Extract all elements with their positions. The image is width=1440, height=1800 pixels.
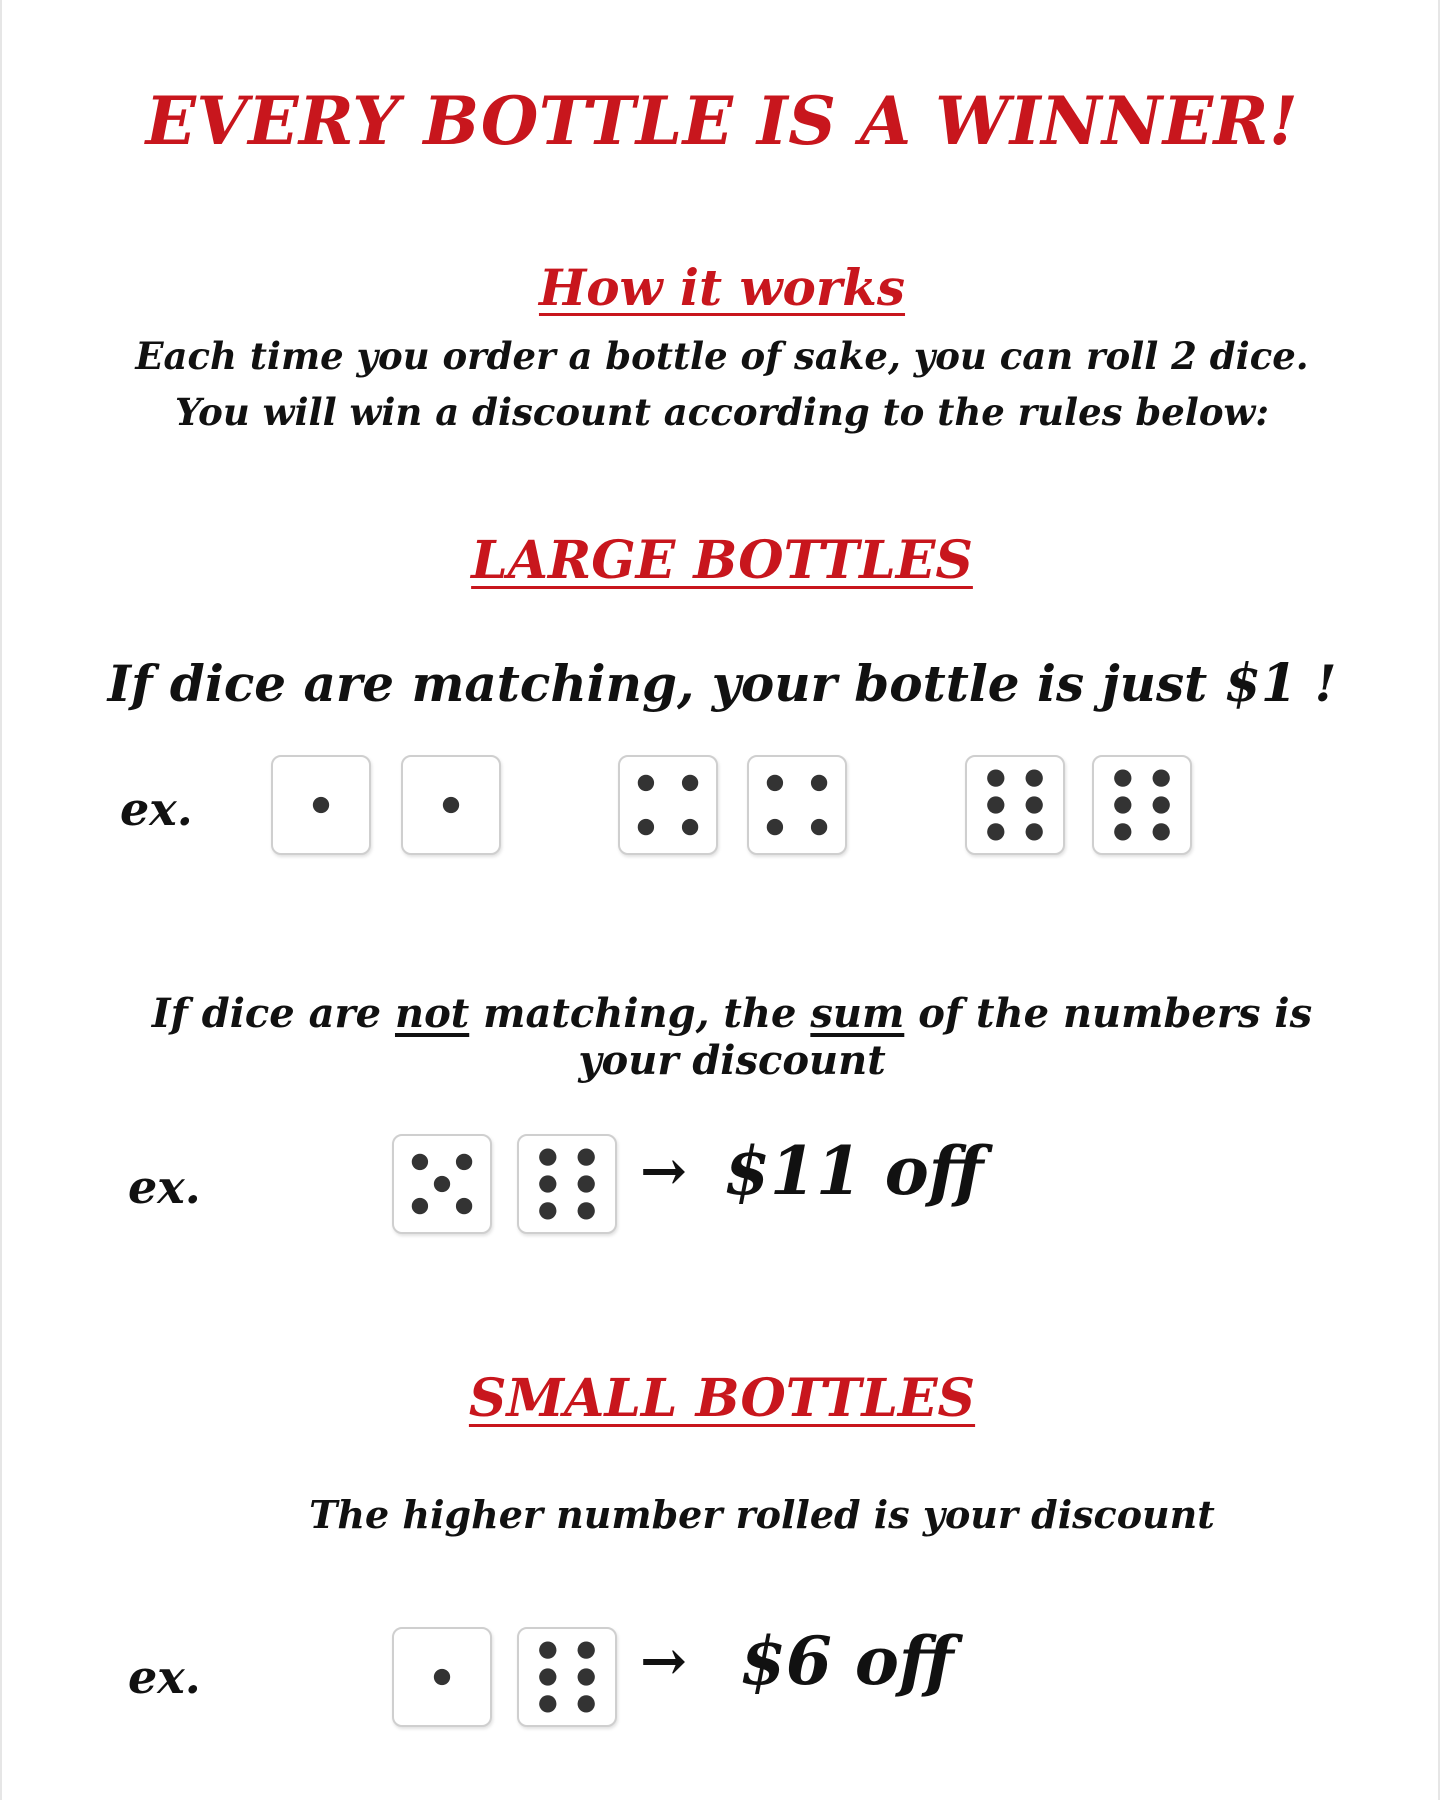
die-face <box>394 1136 490 1232</box>
die-face <box>403 757 499 853</box>
die-pip <box>456 1198 472 1214</box>
matching-rule-end: ! <box>1297 654 1337 713</box>
not-matching-word-sum: sum <box>810 990 905 1037</box>
die-pip <box>539 1641 556 1658</box>
die-pip <box>638 819 654 835</box>
die-pip <box>539 1175 556 1192</box>
die-matching-1a <box>271 755 371 855</box>
how-it-works-heading: How it works <box>538 258 906 317</box>
die-pip <box>638 775 654 791</box>
die-pip <box>811 775 827 791</box>
intro-line-2: You will win a discount according to the rules below: <box>174 390 1270 434</box>
die-face <box>394 1629 490 1725</box>
die-pip <box>412 1198 428 1214</box>
large-bottle-discount-result: $11 off <box>724 1132 984 1210</box>
arrow-icon: → <box>640 1138 687 1204</box>
die-pip <box>539 1148 556 1165</box>
not-matching-rule-part1: If dice are <box>151 990 395 1037</box>
die-pip <box>1153 823 1170 840</box>
die-pip <box>578 1695 595 1712</box>
die-matching-3b <box>1092 755 1192 855</box>
small-bottle-discount-result: $6 off <box>740 1622 954 1700</box>
die-matching-1b <box>401 755 501 855</box>
matching-rule <box>2 653 1440 714</box>
die-face <box>620 757 716 853</box>
die-pip <box>1114 769 1131 786</box>
die-pip <box>539 1202 556 1219</box>
die-pip <box>682 775 698 791</box>
small-bottles-heading: SMALL BOTTLES <box>468 1368 976 1429</box>
die-not-matching-a <box>392 1134 492 1234</box>
example-label-not-matching: ex. <box>128 1160 201 1214</box>
die-pip <box>434 1176 450 1192</box>
die-pip <box>412 1154 428 1170</box>
die-pip <box>539 1668 556 1685</box>
large-bottles-heading: LARGE BOTTLES <box>471 530 973 591</box>
not-matching-rule <box>102 990 1362 1084</box>
die-pip <box>1153 769 1170 786</box>
die-pip <box>682 819 698 835</box>
not-matching-rule-part2: matching, the <box>469 990 811 1037</box>
die-pip <box>539 1695 556 1712</box>
die-face <box>967 757 1063 853</box>
example-label-matching: ex. <box>120 782 193 836</box>
small-bottle-rule: The higher number rolled is your discount <box>309 1492 1215 1537</box>
die-pip <box>1026 796 1043 813</box>
not-matching-rule-part3: of the numbers is your discount <box>578 990 1313 1084</box>
die-pip <box>313 797 329 813</box>
arrow-icon: → <box>640 1628 687 1694</box>
die-pip <box>1114 823 1131 840</box>
die-pip <box>1026 769 1043 786</box>
intro-line-1: Each time you order a bottle of sake, you can roll 2 dice. <box>135 334 1309 378</box>
die-pip <box>578 1641 595 1658</box>
die-face <box>519 1629 615 1725</box>
die-face <box>273 757 369 853</box>
die-pip <box>578 1175 595 1192</box>
not-matching-word-not: not <box>394 990 470 1037</box>
die-pip <box>987 823 1004 840</box>
die-face <box>519 1136 615 1232</box>
die-pip <box>578 1668 595 1685</box>
die-pip <box>456 1154 472 1170</box>
die-matching-2b <box>747 755 847 855</box>
die-matching-3a <box>965 755 1065 855</box>
die-pip <box>443 797 459 813</box>
die-pip <box>987 796 1004 813</box>
die-small-b <box>517 1627 617 1727</box>
die-pip <box>767 775 783 791</box>
die-pip <box>987 769 1004 786</box>
matching-price: $1 <box>1224 653 1298 714</box>
die-face <box>749 757 845 853</box>
die-small-a <box>392 1627 492 1727</box>
die-pip <box>1153 796 1170 813</box>
matching-rule-text: If dice are matching, your bottle is just <box>107 654 1225 713</box>
die-pip <box>1026 823 1043 840</box>
die-pip <box>767 819 783 835</box>
die-not-matching-b <box>517 1134 617 1234</box>
example-label-small: ex. <box>128 1650 201 1704</box>
die-face <box>1094 757 1190 853</box>
die-pip <box>578 1148 595 1165</box>
die-matching-2a <box>618 755 718 855</box>
die-pip <box>434 1669 450 1685</box>
page-title: EVERY BOTTLE IS A WINNER! <box>145 82 1299 160</box>
die-pip <box>1114 796 1131 813</box>
die-pip <box>578 1202 595 1219</box>
die-pip <box>811 819 827 835</box>
